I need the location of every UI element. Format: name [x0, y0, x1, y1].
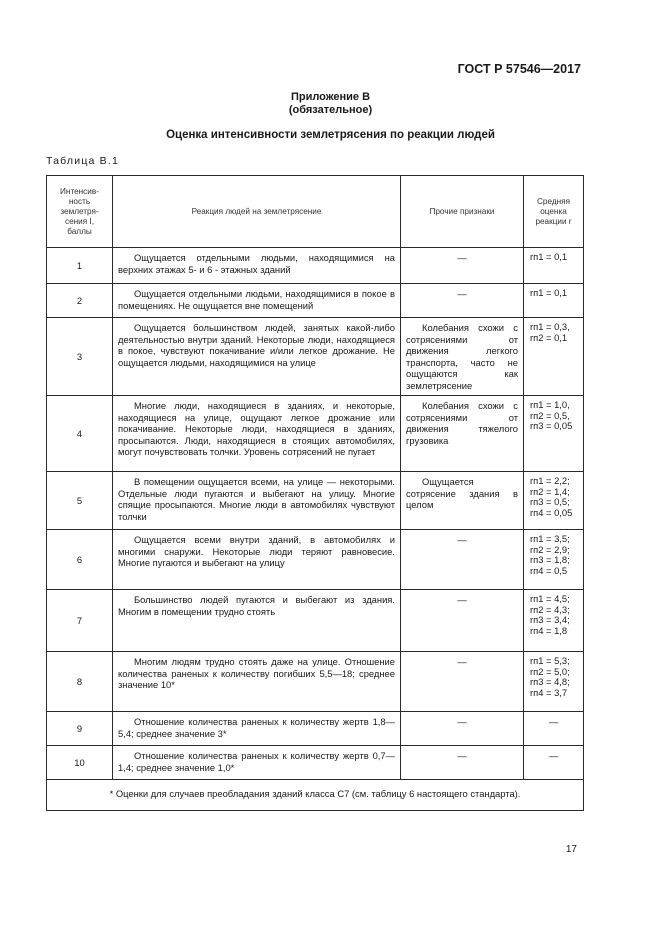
table-row	[47, 746, 584, 780]
cell-reaction	[113, 248, 401, 284]
cell-other-signs: —	[401, 248, 524, 284]
cell-reaction-coef	[524, 284, 584, 318]
reaction-text: Ощущается отдельными людьми, находящимися в покое в помещениях. Не ощущается вне помещений	[118, 288, 395, 311]
header-coef: Средняя оценка реакции r	[524, 176, 584, 248]
table-caption: Таблица В.1	[46, 155, 120, 167]
cell-reaction	[113, 396, 401, 472]
coef-value: rп4 = 1,8	[530, 624, 568, 636]
coef-value: rп1 = 2,2;	[530, 475, 570, 486]
cell-reaction-coef	[524, 530, 584, 590]
table-row	[47, 652, 584, 712]
table-row	[47, 248, 584, 284]
table-row	[47, 284, 584, 318]
coef-value: rп1 = 0,3,	[530, 321, 570, 332]
cell-intensity: 3	[47, 318, 113, 396]
table-row	[47, 590, 584, 652]
coef-value: rп1 = 4,5;	[530, 593, 570, 604]
cell-intensity: 2	[47, 284, 113, 318]
footnote-row	[47, 780, 584, 811]
reaction-text: Ощущается всеми внутри зданий, в автомобилях и многими снаружи. Некоторые люди теряют равновесие. Многие пугаются и выбегают на улицу	[118, 534, 395, 568]
cell-other-signs: Колебания схожи с сотрясениями от движения легкого транспорта, часто не ощущаются как землетрясение	[401, 318, 524, 396]
cell-reaction	[113, 652, 401, 712]
cell-reaction-coef	[524, 712, 584, 746]
cell-other-signs: —	[401, 590, 524, 652]
table-row	[47, 472, 584, 530]
standard-id: ГОСТ Р 57546—2017	[457, 62, 581, 76]
coef-value: rп2 = 2,9;	[530, 543, 570, 555]
cell-intensity: 1	[47, 248, 113, 284]
reaction-text: В помещении ощущается всеми, на улице — некоторыми. Отдельные люди пугаются и выбегают на улицу. Многие спящие просыпаются. Многие люди в автомобилях чувствуют толчки	[118, 476, 395, 522]
coef-value: —	[548, 750, 559, 761]
header-intensity: Интенсив-ность землетря-сения I, баллы	[47, 176, 113, 248]
reaction-text: Многие люди, находящиеся в зданиях, и некоторые, находящиеся на улице, ощущают легкое дрожание или покачивание. Некоторые люди, находящиеся в зданиях, просыпаются. Люди, находящиеся в стоящих автомобилях, могут почувствовать толчки. Уровень сотрясений не пугает	[118, 400, 395, 457]
cell-reaction	[113, 712, 401, 746]
coef-value: rп3 = 0,05	[530, 420, 573, 431]
coef-value: rп4 = 0,05	[530, 506, 573, 518]
cell-reaction	[113, 530, 401, 590]
coef-value: rп1 = 1,0,	[530, 399, 570, 410]
cell-reaction-coef	[524, 318, 584, 396]
cell-intensity: 6	[47, 530, 113, 590]
coef-value: rп2 = 4,3;	[530, 603, 570, 615]
cell-reaction-coef	[524, 590, 584, 652]
header-other: Прочие признаки	[401, 176, 524, 248]
coef-value: rп3 = 4,8;	[530, 676, 570, 687]
coef-value: rп3 = 3,4;	[530, 614, 570, 625]
reaction-text: Многим людям трудно стоять даже на улице. Отношение количества раненых к количеству погибших 5,5—18; среднее значение 10*	[118, 656, 395, 690]
coef-value: rп3 = 0,5;	[530, 496, 570, 507]
cell-reaction	[113, 472, 401, 530]
cell-other-signs: —	[401, 746, 524, 780]
table-row	[47, 712, 584, 746]
cell-intensity: 10	[47, 746, 113, 780]
cell-reaction-coef	[524, 652, 584, 712]
header-reaction: Реакция людей на землетрясение	[113, 176, 401, 248]
coef-value: rп1 = 0,1	[530, 251, 568, 262]
cell-intensity: 8	[47, 652, 113, 712]
cell-reaction-coef	[524, 746, 584, 780]
cell-other-signs: —	[401, 652, 524, 712]
cell-reaction-coef	[524, 248, 584, 284]
coef-value: rп1 = 0,1	[530, 287, 568, 298]
cell-other-signs: Ощущается сотрясение здания в целом	[401, 472, 524, 530]
appendix-heading	[0, 91, 661, 117]
reaction-text: Отношение количества раненых к количеству жертв 0,7—1,4; среднее значение 1,0*	[118, 750, 395, 773]
table-row	[47, 318, 584, 396]
table-header-row	[47, 176, 584, 248]
table-row	[47, 530, 584, 590]
reaction-text: Ощущается отдельными людьми, находящимися на верхних этажах 5- и 6 - этажных зданий	[118, 252, 395, 275]
intensity-table	[46, 175, 584, 811]
cell-intensity: 5	[47, 472, 113, 530]
coef-value: rп4 = 3,7	[530, 686, 568, 698]
reaction-text: Ощущается большинством людей, занятых какой-либо деятельностью внутри зданий. Некоторые люди, находящиеся в покое, чувствуют покачивание и/или легкое дрожание. Не ощущается людьми, находящимися на улице	[118, 322, 395, 368]
cell-reaction-coef	[524, 396, 584, 472]
coef-value: rп2 = 0,1	[530, 331, 568, 343]
coef-value: —	[548, 716, 559, 727]
cell-reaction-coef	[524, 472, 584, 530]
cell-intensity: 4	[47, 396, 113, 472]
cell-reaction	[113, 318, 401, 396]
coef-value: rп3 = 1,8;	[530, 554, 570, 565]
appendix-type: (обязательное)	[288, 104, 373, 116]
appendix-name: Приложение В	[290, 91, 371, 103]
cell-other-signs: —	[401, 284, 524, 318]
cell-other-signs: Колебания схожи с сотрясениями от движения тяжелого грузовика	[401, 396, 524, 472]
cell-reaction	[113, 284, 401, 318]
cell-other-signs: —	[401, 712, 524, 746]
cell-reaction	[113, 590, 401, 652]
cell-reaction	[113, 746, 401, 780]
coef-value: rп2 = 5,0;	[530, 665, 570, 677]
table-row	[47, 396, 584, 472]
table-footnote: * Оценки для случаев преобладания зданий класса С7 (см. таблицу 6 настоящего стандарта).	[47, 780, 584, 811]
cell-intensity: 9	[47, 712, 113, 746]
coef-value: rп2 = 0,5,	[530, 409, 570, 421]
coef-value: rп1 = 5,3;	[530, 655, 570, 666]
cell-intensity: 7	[47, 590, 113, 652]
reaction-text: Большинство людей пугаются и выбегают из здания. Многим в помещении трудно стоять	[118, 594, 395, 617]
page-number: 17	[565, 844, 577, 855]
coef-value: rп1 = 3,5;	[530, 533, 570, 544]
coef-value: rп4 = 0,5	[530, 564, 568, 576]
coef-value: rп2 = 1,4;	[530, 485, 570, 497]
cell-other-signs: —	[401, 530, 524, 590]
page-title: Оценка интенсивности землетрясения по реакции людей	[166, 129, 495, 141]
reaction-text: Отношение количества раненых к количеству жертв 1,8—5,4; среднее значение 3*	[118, 716, 395, 739]
